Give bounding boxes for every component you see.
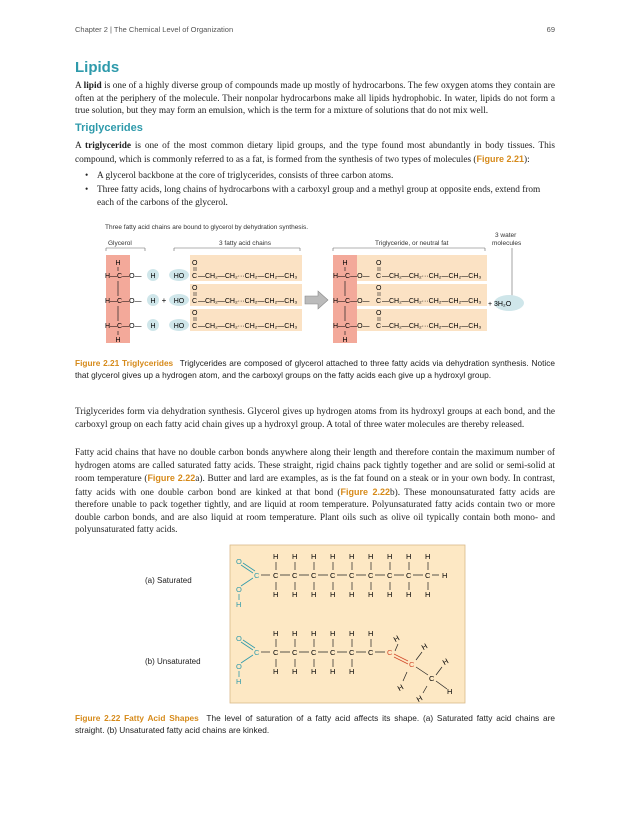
svg-text:H: H bbox=[349, 629, 355, 638]
svg-text:H: H bbox=[447, 687, 453, 696]
svg-text:H: H bbox=[425, 590, 431, 599]
atom-h: H bbox=[236, 677, 242, 686]
atom-c: C bbox=[192, 323, 198, 330]
bullet-item: • A glycerol backbone at the core of triglycerides, consists of three carbon atoms. bbox=[85, 170, 555, 183]
label-water-1: 3 water bbox=[495, 232, 517, 239]
svg-text:H: H bbox=[292, 629, 298, 638]
svg-text:H: H bbox=[349, 552, 355, 561]
atom-c: C bbox=[376, 298, 382, 305]
atom-c: C bbox=[192, 298, 198, 305]
svg-text:C: C bbox=[292, 648, 298, 657]
atom-o: O bbox=[192, 310, 198, 317]
svg-text:C: C bbox=[368, 571, 374, 580]
fatty-acid-chain: —CH₂—CH₂···CH₂—CH₂—CH₃ bbox=[382, 298, 482, 305]
svg-text:H: H bbox=[292, 552, 298, 561]
svg-text:C: C bbox=[273, 648, 279, 657]
atom-o: O bbox=[376, 285, 382, 292]
atom-h: H bbox=[342, 260, 348, 267]
svg-text:H: H bbox=[368, 552, 374, 561]
atom-c: C bbox=[192, 273, 198, 280]
label-water-2: molecules bbox=[492, 240, 522, 247]
svg-text:C: C bbox=[387, 648, 393, 657]
svg-text:H: H bbox=[368, 590, 374, 599]
atom-h: H bbox=[236, 600, 242, 609]
hydroxyl-ho: HO bbox=[173, 323, 185, 330]
atom-h: H bbox=[342, 337, 348, 344]
atom-c: C bbox=[254, 571, 260, 580]
svg-text:H: H bbox=[330, 590, 336, 599]
paragraph-saturation: Fatty acid chains that have no double carbon bonds anywhere along their length and therefore contain the maximum number of hydrogen atoms are called saturated fatty acids. These straight, rigid chains pack tightly together and are solid or semi-solid at room temperature (Figure 2.22a). Butter and lard are examples, as is the fat found on a steak or in your own body. In contrast, fatty acids with one double carbon bond are kinked at that bond (Figure 2.22b). These monounsaturated fatty acids are therefore unable to pack together tightly, and are liquid at room temperature. Polyunsaturated fatty acids contain two or more double carbon bonds, and are also liquid at room temperature. Plant oils such as olive oil typically contain both mono- and polyunsaturated fatty acids. bbox=[75, 448, 556, 535]
svg-text:H: H bbox=[395, 682, 406, 693]
label-saturated: (a) Saturated bbox=[145, 576, 192, 585]
fatty-acid-chain: —CH₂—CH₂···CH₂—CH₂—CH₃ bbox=[382, 323, 482, 330]
atom-c: C bbox=[254, 648, 260, 657]
paragraph-triglyceride: A triglyceride is one of the most common dietary lipid groups, and the type found most abundantly in body tissues. This compound, which is commonly referred to as a fat, is formed from the synthesis of two types of molecules (Figure 2.21): bbox=[75, 141, 555, 165]
atom-o: O bbox=[192, 260, 198, 267]
water-product: + 3H₂O bbox=[488, 301, 512, 308]
svg-text:C: C bbox=[273, 571, 279, 580]
svg-text:H: H bbox=[406, 590, 412, 599]
svg-text:C: C bbox=[330, 648, 336, 657]
fatty-acid-chain: —CH₂—CH₂···CH₂—CH₂—CH₃ bbox=[198, 273, 298, 280]
atom-h: H bbox=[150, 323, 156, 330]
svg-text:C: C bbox=[311, 648, 317, 657]
atom-h: H bbox=[115, 260, 121, 267]
reaction-arrow-icon bbox=[305, 291, 328, 309]
glycerol-row: H—C—O— bbox=[333, 273, 370, 280]
atom-c: C bbox=[376, 323, 382, 330]
svg-text:H: H bbox=[349, 590, 355, 599]
svg-text:C: C bbox=[349, 648, 355, 657]
svg-text:H: H bbox=[273, 590, 279, 599]
atom-h: H bbox=[150, 298, 156, 305]
svg-text:H: H bbox=[330, 629, 336, 638]
paragraph-dehydration: Triglycerides form via dehydration synthesis. Glycerol gives up hydrogen atoms from its hydroxyl groups at each bond, and the carboxyl group on each fatty acid chain gives up a hydroxyl group. A total of three water molecules are thereby released. bbox=[75, 407, 555, 430]
svg-text:C: C bbox=[349, 571, 355, 580]
label-unsaturated: (b) Unsaturated bbox=[145, 657, 201, 666]
running-header bbox=[75, 25, 555, 34]
svg-text:H: H bbox=[311, 629, 317, 638]
svg-text:H: H bbox=[387, 590, 393, 599]
svg-text:H: H bbox=[273, 667, 279, 676]
figure-title: Three fatty acid chains are bound to glycerol by dehydration synthesis. bbox=[105, 224, 309, 231]
glycerol-row: H—C—O— bbox=[105, 273, 142, 280]
svg-text:H: H bbox=[387, 552, 393, 561]
figure-2-21-diagram bbox=[100, 218, 535, 348]
svg-text:C: C bbox=[425, 571, 431, 580]
atom-o: O bbox=[236, 634, 242, 643]
subsection-title: Triglycerides bbox=[75, 122, 143, 134]
svg-text:C: C bbox=[368, 648, 374, 657]
svg-text:H: H bbox=[292, 667, 298, 676]
svg-text:H: H bbox=[311, 667, 317, 676]
fatty-acid-chain: —CH₂—CH₂···CH₂—CH₂—CH₃ bbox=[382, 273, 482, 280]
figure-link[interactable]: Figure 2.21 bbox=[476, 153, 525, 164]
atom-h: H bbox=[115, 337, 121, 344]
glycerol-row: H—C—O— bbox=[333, 298, 370, 305]
hydroxyl-ho: HO bbox=[173, 298, 185, 305]
glycerol-row: H—C—O— bbox=[333, 323, 370, 330]
plus-sign: + bbox=[161, 296, 167, 305]
svg-text:C: C bbox=[429, 674, 435, 683]
svg-text:H: H bbox=[273, 552, 279, 561]
svg-text:C: C bbox=[330, 571, 336, 580]
fatty-acid-chain: —CH₂—CH₂···CH₂—CH₂—CH₃ bbox=[198, 298, 298, 305]
svg-text:C: C bbox=[409, 660, 415, 669]
svg-text:H: H bbox=[425, 552, 431, 561]
svg-text:H: H bbox=[440, 656, 451, 667]
atom-o: O bbox=[192, 285, 198, 292]
atom-o: O bbox=[236, 557, 242, 566]
page-number: 69 bbox=[546, 25, 555, 34]
svg-text:H: H bbox=[406, 552, 412, 561]
figure-link[interactable]: Figure 2.22 bbox=[147, 473, 196, 483]
running-head: Chapter 2 | The Chemical Level of Organization bbox=[75, 25, 234, 34]
atom-o: O bbox=[236, 585, 242, 594]
svg-text:H: H bbox=[419, 641, 430, 652]
hydroxyl-ho: HO bbox=[173, 273, 185, 280]
figure-2-22-caption: Figure 2.22 Fatty Acid Shapes The level of saturation of a fatty acid affects its shape. (a) Saturated fatty acid chains are straight. (b) Unsaturated fatty acid chains are kinked. bbox=[75, 713, 556, 735]
figure-2-21-caption: Figure 2.21 Triglycerides Triglycerides are composed of glycerol attached to three fatty acids via dehydration synthesis. Notice that glycerol gives up a hydrogen atom, and the carboxyl groups on the fatty acids each give up a hydroxyl group. bbox=[75, 358, 555, 380]
svg-text:H: H bbox=[311, 590, 317, 599]
atom-o: O bbox=[376, 260, 382, 267]
svg-text:H: H bbox=[292, 590, 298, 599]
svg-text:H: H bbox=[368, 629, 374, 638]
svg-text:C: C bbox=[311, 571, 317, 580]
fatty-acid-chain: —CH₂—CH₂···CH₂—CH₂—CH₃ bbox=[198, 323, 298, 330]
figure-2-22-diagram bbox=[140, 543, 480, 705]
atom-o: O bbox=[376, 310, 382, 317]
label-fatty-acids: 3 fatty acid chains bbox=[219, 240, 272, 247]
svg-text:H: H bbox=[442, 571, 448, 580]
atom-o: O bbox=[236, 662, 242, 671]
section-title: Lipids bbox=[75, 59, 120, 76]
figure-link[interactable]: Figure 2.22 bbox=[340, 486, 390, 497]
atom-h: H bbox=[150, 273, 156, 280]
svg-text:C: C bbox=[406, 571, 412, 580]
svg-text:H: H bbox=[330, 667, 336, 676]
bullet-item: • Three fatty acids, long chains of hydrocarbons with a carboxyl group and a methyl group at opposite ends, extend from each of the carbons of the glycerol. bbox=[85, 184, 555, 209]
svg-text:H: H bbox=[330, 552, 336, 561]
atom-c: C bbox=[376, 273, 382, 280]
paragraph-lipid: A lipid is one of a highly diverse group of compounds made up mostly of hydrocarbons. The few oxygen atoms they contain are often at the periphery of the molecule. Their nonpolar hydrocarbons make all lipids hydrophobic. In water, lipids do not form a true solution, but they may form an emulsion, which is the term for a mixture of solutions that do not mix well. bbox=[75, 81, 556, 116]
label-triglyceride: Triglyceride, or neutral fat bbox=[375, 240, 449, 247]
glycerol-row: H—C—O— bbox=[105, 323, 142, 330]
svg-text:C: C bbox=[292, 571, 298, 580]
svg-text:H: H bbox=[414, 693, 425, 704]
svg-text:H: H bbox=[311, 552, 317, 561]
svg-text:H: H bbox=[391, 633, 402, 644]
svg-text:H: H bbox=[349, 667, 355, 676]
label-glycerol: Glycerol bbox=[108, 240, 132, 247]
svg-text:H: H bbox=[273, 629, 279, 638]
svg-text:C: C bbox=[387, 571, 393, 580]
glycerol-row: H—C—O— bbox=[105, 298, 142, 305]
